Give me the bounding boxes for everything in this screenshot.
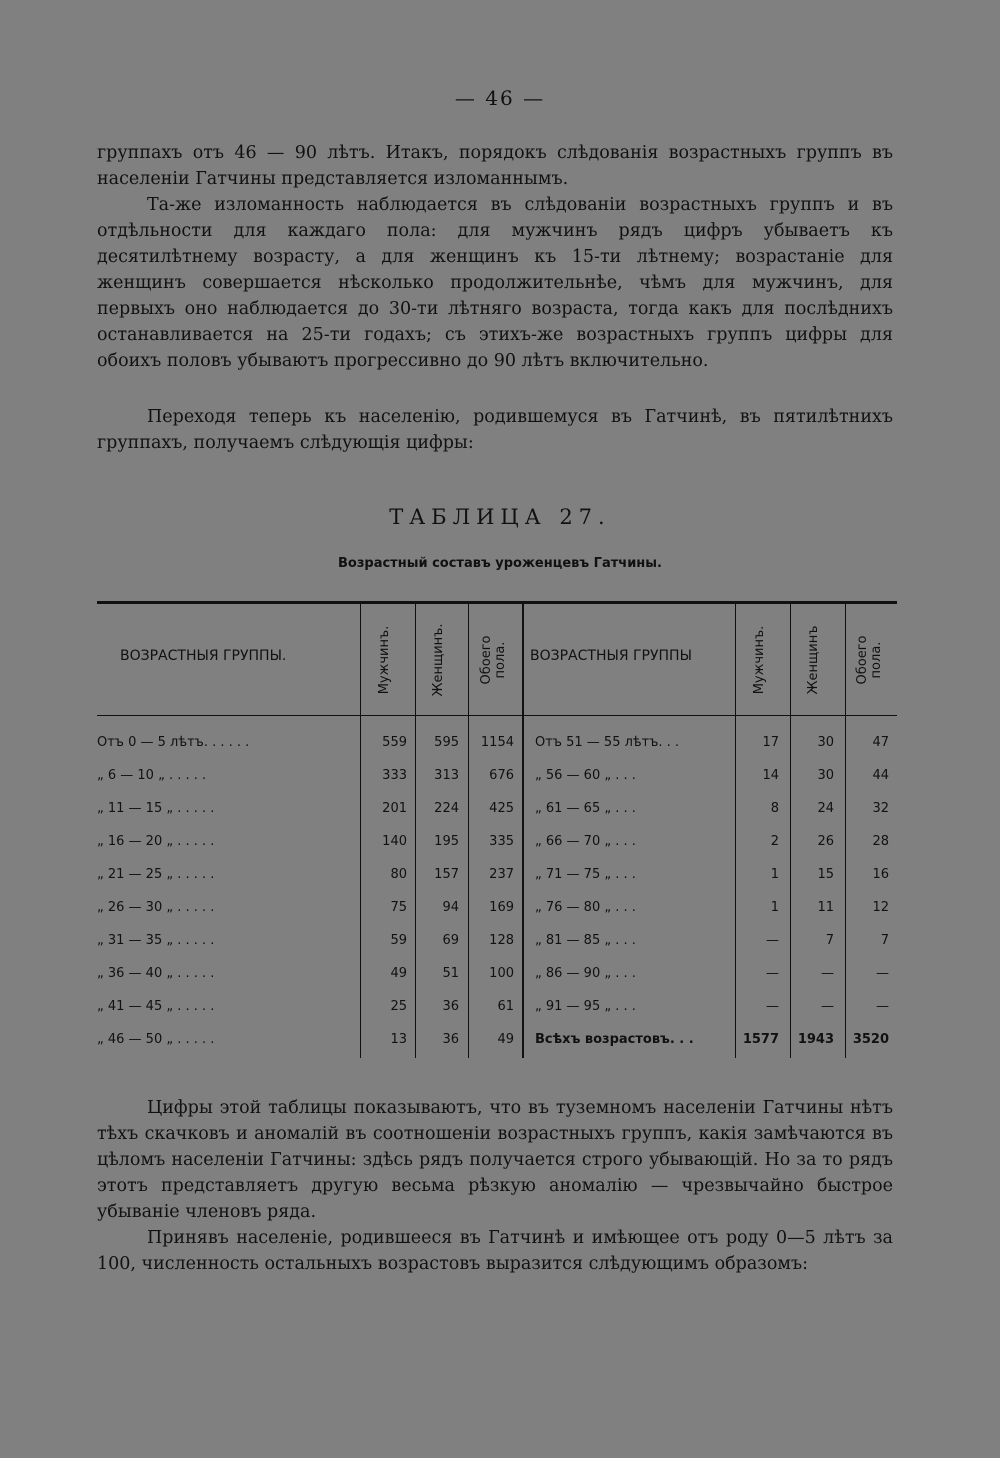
left-men-value: 201	[382, 801, 407, 816]
right-both-value: 16	[872, 867, 889, 882]
left-age-group: „ 26 — 30 „ . . . . .	[97, 900, 215, 915]
left-both-value: 100	[489, 966, 514, 981]
header-age-groups-left: ВОЗРАСТНЫЯ ГРУППЫ.	[120, 648, 287, 664]
left-men-value: 80	[390, 867, 407, 882]
header-women-left: Женщинъ.	[431, 623, 446, 697]
page-number: — 46 —	[454, 86, 546, 110]
left-both-value: 1154	[480, 735, 514, 750]
left-age-group: „ 11 — 15 „ . . . . .	[97, 801, 215, 816]
right-both-value: 47	[872, 735, 889, 750]
right-both-value: 28	[872, 834, 889, 849]
table-row	[97, 759, 897, 792]
right-both-value: 3520	[852, 1032, 889, 1047]
right-men-value: 2	[770, 834, 779, 849]
left-women-value: 69	[442, 933, 459, 948]
right-men-value: 8	[770, 801, 779, 816]
right-men-value: —	[766, 966, 779, 981]
left-age-group: Отъ 0 — 5 лѣтъ. . . . . .	[97, 735, 250, 750]
left-both-value: 335	[489, 834, 514, 849]
table-title: ТАБЛИЦА 27.	[389, 505, 611, 529]
paragraph-1: группахъ отъ 46 — 90 лѣтъ. Итакъ, порядокъ слѣдованія возрастныхъ группъ въ населеніи Гатчины представляется изломаннымъ.	[97, 143, 893, 189]
left-women-value: 36	[442, 999, 459, 1014]
left-age-group: „ 46 — 50 „ . . . . .	[97, 1032, 215, 1047]
right-both-value: 12	[872, 900, 889, 915]
right-both-value: —	[876, 966, 889, 981]
left-men-value: 140	[382, 834, 407, 849]
header-men-left: Мужчинъ.	[377, 625, 392, 695]
table-row	[97, 957, 897, 990]
right-women-value: 11	[817, 900, 834, 915]
left-both-value: 676	[489, 768, 514, 783]
paragraph-5: Принявъ населеніе, родившееся въ Гатчинѣ и имѣющее отъ роду 0—5 лѣтъ за 100, численность остальныхъ возрастовъ выразится слѣдующимъ образомъ:	[97, 1228, 893, 1274]
paragraph-2: Та-же изломанность наблюдается въ слѣдованіи возрастныхъ группъ и въ отдѣльности для каждаго пола: для мужчинъ рядъ цифръ убываетъ къ десятилѣтнему возрасту, а для женщинъ къ 15-ти лѣтнему; возрастаніе для женщинъ совершается нѣсколько продолжительнѣе, чѣмъ для мужчинъ, для первыхъ оно наблюдается до 30-ти лѣтняго возраста, тогда какъ для послѣднихъ останавливается на 25-ти годахъ; съ этихъ-же возрастныхъ группъ цифры для обоихъ половъ убываютъ прогрессивно до 90 лѣтъ включительно.	[97, 195, 893, 371]
left-age-group: „ 36 — 40 „ . . . . .	[97, 966, 215, 981]
table-row	[97, 825, 897, 858]
table-row	[97, 792, 897, 825]
right-women-value: 1943	[797, 1032, 834, 1047]
left-age-group: „ 16 — 20 „ . . . . .	[97, 834, 215, 849]
right-age-group: „ 91 — 95 „ . . .	[535, 999, 636, 1014]
right-women-value: —	[821, 999, 834, 1014]
left-men-value: 75	[390, 900, 407, 915]
header-both-left: Обоего пола.	[479, 635, 508, 685]
left-women-value: 595	[434, 735, 459, 750]
table-top-rule	[97, 601, 897, 604]
table-body	[97, 726, 897, 1056]
right-men-value: 14	[762, 768, 779, 783]
left-both-value: 49	[497, 1032, 514, 1047]
right-age-group: Отъ 51 — 55 лѣтъ. . .	[535, 735, 680, 750]
table-header-rule	[97, 715, 897, 716]
right-age-group: „ 66 — 70 „ . . .	[535, 834, 636, 849]
left-both-value: 128	[489, 933, 514, 948]
left-women-value: 195	[434, 834, 459, 849]
right-women-value: 26	[817, 834, 834, 849]
paragraph-4: Цифры этой таблицы показываютъ, что въ туземномъ населеніи Гатчины нѣтъ тѣхъ скачковъ и аномалій въ соотношеніи возрастныхъ группъ, какія замѣчаются въ цѣломъ населеніи Гатчины: здѣсь рядъ получается строго убывающій. Но за то рядъ этотъ представляетъ другую весьма рѣзкую аномалію — чрезвычайно быстрое убываніе членовъ ряда.	[97, 1098, 893, 1222]
left-women-value: 157	[434, 867, 459, 882]
right-both-value: 7	[880, 933, 889, 948]
left-both-value: 237	[489, 867, 514, 882]
right-women-value: 30	[817, 768, 834, 783]
left-age-group: „ 21 — 25 „ . . . . .	[97, 867, 215, 882]
header-women-right: Женщинъ	[806, 625, 821, 695]
left-both-value: 425	[489, 801, 514, 816]
left-both-value: 61	[497, 999, 514, 1014]
right-women-value: 7	[825, 933, 834, 948]
left-men-value: 25	[390, 999, 407, 1014]
header-age-groups-right: ВОЗРАСТНЫЯ ГРУППЫ	[530, 648, 692, 664]
table-row	[97, 858, 897, 891]
right-women-value: 15	[817, 867, 834, 882]
left-women-value: 313	[434, 768, 459, 783]
right-both-value: —	[876, 999, 889, 1014]
left-women-value: 36	[442, 1032, 459, 1047]
right-men-value: 1	[770, 900, 779, 915]
right-women-value: 30	[817, 735, 834, 750]
table-subtitle: Возрастный составъ уроженцевъ Гатчины.	[338, 556, 662, 571]
right-age-group: „ 56 — 60 „ . . .	[535, 768, 636, 783]
right-age-group: „ 61 — 65 „ . . .	[535, 801, 636, 816]
right-women-value: —	[821, 966, 834, 981]
header-men-right: Мужчинъ.	[752, 625, 767, 695]
left-women-value: 224	[434, 801, 459, 816]
left-men-value: 49	[390, 966, 407, 981]
left-age-group: „ 31 — 35 „ . . . . .	[97, 933, 215, 948]
header-both-right: Обоего пола.	[855, 635, 884, 685]
paragraph-3: Переходя теперь къ населенію, родившемуся въ Гатчинѣ, въ пятилѣтнихъ группахъ, получаемъ слѣдующія цифры:	[97, 407, 893, 453]
right-age-group: „ 81 — 85 „ . . .	[535, 933, 636, 948]
left-men-value: 333	[382, 768, 407, 783]
table-row	[97, 990, 897, 1023]
right-men-value: 17	[762, 735, 779, 750]
left-men-value: 13	[390, 1032, 407, 1047]
right-both-value: 44	[872, 768, 889, 783]
left-both-value: 169	[489, 900, 514, 915]
left-age-group: „ 41 — 45 „ . . . . .	[97, 999, 215, 1014]
right-men-value: 1577	[742, 1032, 779, 1047]
table-row	[97, 1023, 897, 1056]
right-men-value: —	[766, 933, 779, 948]
right-both-value: 32	[872, 801, 889, 816]
table-row	[97, 726, 897, 759]
right-women-value: 24	[817, 801, 834, 816]
right-age-group: „ 76 — 80 „ . . .	[535, 900, 636, 915]
right-men-value: 1	[770, 867, 779, 882]
table-row	[97, 891, 897, 924]
right-age-group: „ 71 — 75 „ . . .	[535, 867, 636, 882]
left-age-group: „ 6 — 10 „ . . . . .	[97, 768, 207, 783]
right-age-group: „ 86 — 90 „ . . .	[535, 966, 636, 981]
table-row	[97, 924, 897, 957]
right-men-value: —	[766, 999, 779, 1014]
left-women-value: 94	[442, 900, 459, 915]
left-men-value: 59	[390, 933, 407, 948]
left-men-value: 559	[382, 735, 407, 750]
right-age-group: Всѣхъ возрастовъ. . .	[535, 1032, 694, 1047]
left-women-value: 51	[442, 966, 459, 981]
